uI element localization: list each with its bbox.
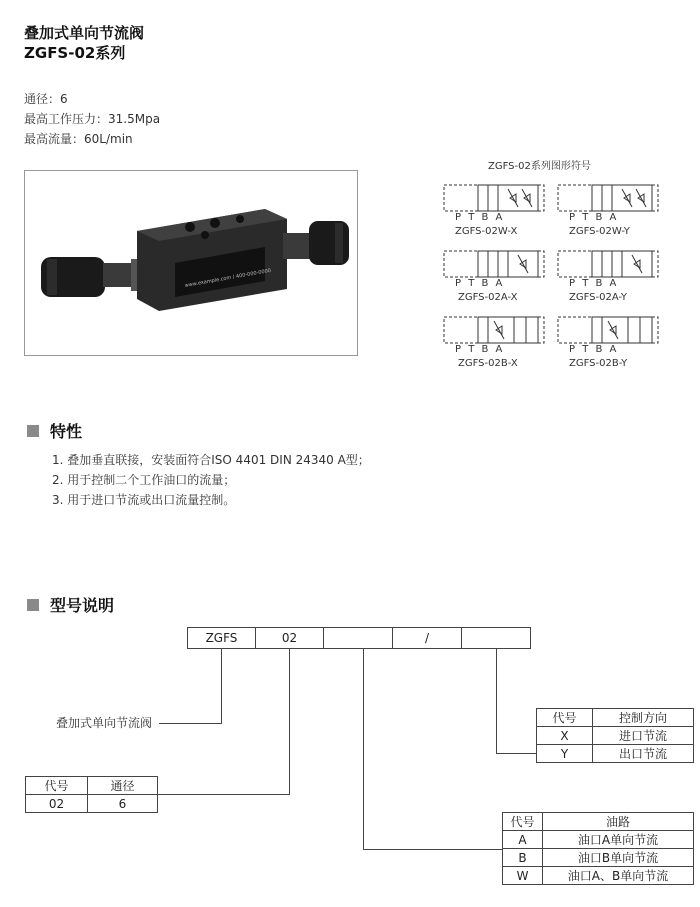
connector-line — [496, 649, 497, 754]
size-table-header: 代号 — [26, 777, 88, 795]
oil-table-header: 代号 — [503, 813, 543, 831]
direction-table — [536, 708, 694, 763]
port-labels: P T B A — [455, 212, 505, 223]
port-labels: P T B A — [569, 212, 619, 223]
symbol-label: ZGFS-02B-Y — [569, 358, 628, 369]
size-table-cell: 6 — [88, 795, 158, 813]
port-labels: P T B A — [569, 344, 619, 355]
page-title: 叠加式单向节流阀 — [24, 24, 145, 42]
page-subtitle: ZGFS-02系列 — [24, 44, 126, 62]
symbol-label: ZGFS-02W-X — [455, 226, 518, 237]
valve-illustration — [25, 171, 357, 355]
code-box-size: 02 — [255, 627, 324, 649]
model-desc-label: 叠加式单向节流阀 — [56, 716, 153, 730]
direction-table-cell: Y — [537, 745, 593, 763]
direction-table-cell: 进口节流 — [593, 727, 694, 745]
oil-table-cell: 油口A、B单向节流 — [543, 867, 694, 885]
size-table-cell: 02 — [26, 795, 88, 813]
code-box-oil — [323, 627, 393, 649]
spec-pressure: 最高工作压力：31.5Mpa — [24, 112, 161, 126]
connector-line — [221, 649, 222, 724]
feature-item: 1. 叠加垂直联接，安装面符合ISO 4401 DIN 24340 A型； — [52, 453, 370, 467]
code-box-slash: / — [392, 627, 462, 649]
port-labels: P T B A — [455, 278, 505, 289]
symbol-b-x — [444, 317, 544, 343]
direction-table-cell: 出口节流 — [593, 745, 694, 763]
oil-table-cell: A — [503, 831, 543, 849]
direction-table-cell: X — [537, 727, 593, 745]
connector-line — [496, 753, 536, 754]
feature-item: 3. 用于进口节流或出口流量控制。 — [52, 493, 236, 507]
connector-line — [159, 723, 222, 724]
section-marker — [27, 425, 39, 437]
symbol-label: ZGFS-02B-X — [458, 358, 518, 369]
spec-bore: 通径：6 — [24, 92, 68, 106]
connector-line — [157, 794, 290, 795]
port-labels: P T B A — [455, 344, 505, 355]
connector-line — [289, 649, 290, 795]
symbol-w-y — [558, 185, 658, 211]
feature-item: 2. 用于控制二个工作油口的流量； — [52, 473, 236, 487]
model-title: 型号说明 — [50, 596, 115, 615]
spec-flow: 最高流量：60L/min — [24, 132, 133, 146]
oil-table-cell: B — [503, 849, 543, 867]
symbols-title: ZGFS-02系列图形符号 — [488, 161, 591, 172]
oil-table-cell: 油口A单向节流 — [543, 831, 694, 849]
code-box-direction — [461, 627, 531, 649]
oil-table — [502, 812, 694, 885]
oil-table-cell: 油口B单向节流 — [543, 849, 694, 867]
oil-table-cell: W — [503, 867, 543, 885]
connector-line — [363, 849, 502, 850]
size-table — [25, 776, 158, 813]
direction-table-header: 控制方向 — [593, 709, 694, 727]
symbol-label: ZGFS-02A-X — [458, 292, 518, 303]
features-title: 特性 — [50, 422, 83, 441]
symbol-w-x — [444, 185, 544, 211]
port-labels: P T B A — [569, 278, 619, 289]
product-photo-frame — [24, 170, 358, 356]
oil-table-header: 油路 — [543, 813, 694, 831]
connector-line — [363, 649, 364, 850]
code-box-series: ZGFS — [187, 627, 256, 649]
direction-table-header: 代号 — [537, 709, 593, 727]
size-table-header: 通径 — [88, 777, 158, 795]
section-marker — [27, 599, 39, 611]
symbol-a-y — [558, 251, 658, 277]
plate-text: www.example.com / 400-000-0000 — [184, 267, 272, 289]
symbol-label: ZGFS-02A-Y — [569, 292, 628, 303]
symbol-a-x — [444, 251, 544, 277]
symbol-label: ZGFS-02W-Y — [569, 226, 630, 237]
symbol-b-y — [558, 317, 658, 343]
